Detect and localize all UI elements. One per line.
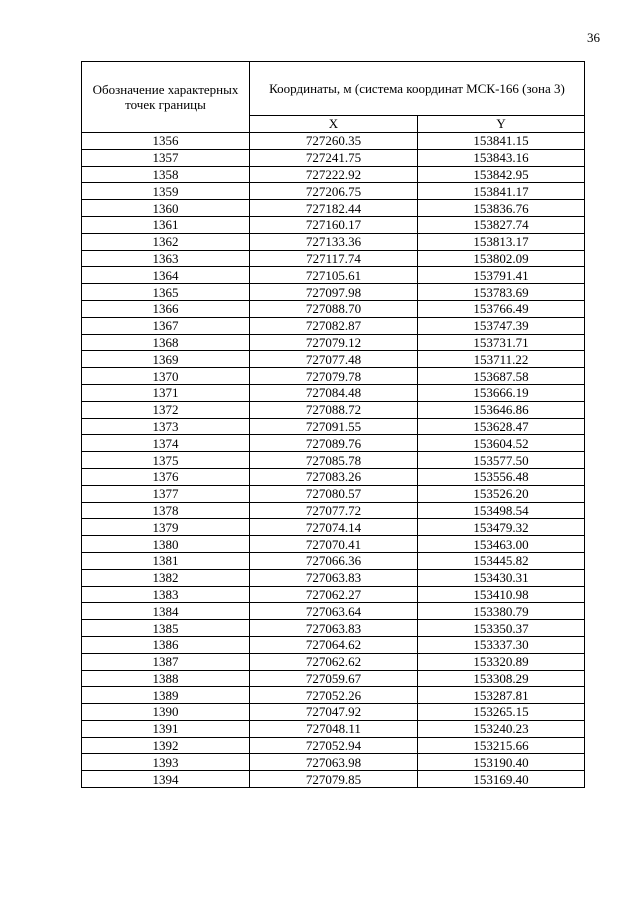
y-coordinate-cell: 153215.66	[418, 737, 585, 754]
point-id-cell: 1394	[82, 771, 250, 788]
table-body	[82, 133, 585, 788]
y-coordinate-cell: 153479.32	[418, 519, 585, 536]
y-coordinate-cell: 153308.29	[418, 670, 585, 687]
point-id-cell: 1365	[82, 284, 250, 301]
table-row	[82, 267, 585, 284]
y-coordinate-cell: 153791.41	[418, 267, 585, 284]
y-coordinate-cell: 153410.98	[418, 586, 585, 603]
point-id-cell: 1383	[82, 586, 250, 603]
x-coordinate-cell: 727077.48	[250, 351, 418, 368]
x-coordinate-cell: 727063.98	[250, 754, 418, 771]
y-coordinate-cell: 153169.40	[418, 771, 585, 788]
table-header	[82, 62, 585, 133]
y-coordinate-cell: 153430.31	[418, 569, 585, 586]
x-coordinate-cell: 727066.36	[250, 552, 418, 569]
y-coordinate-cell: 153687.58	[418, 368, 585, 385]
y-coordinate-cell: 153842.95	[418, 166, 585, 183]
y-coordinate-cell: 153836.76	[418, 200, 585, 217]
x-coordinate-cell: 727105.61	[250, 267, 418, 284]
x-coordinate-cell: 727077.72	[250, 502, 418, 519]
table-row	[82, 183, 585, 200]
x-coordinate-cell: 727074.14	[250, 519, 418, 536]
x-coordinate-cell: 727260.35	[250, 133, 418, 150]
x-coordinate-cell: 727070.41	[250, 536, 418, 553]
table-row	[82, 250, 585, 267]
x-coordinate-cell: 727082.87	[250, 317, 418, 334]
point-id-cell: 1387	[82, 653, 250, 670]
point-id-cell: 1377	[82, 485, 250, 502]
y-coordinate-cell: 153766.49	[418, 300, 585, 317]
table-row	[82, 284, 585, 301]
x-coordinate-cell: 727079.85	[250, 771, 418, 788]
y-coordinate-cell: 153841.17	[418, 183, 585, 200]
table-row	[82, 737, 585, 754]
table-row	[82, 620, 585, 637]
x-coordinate-cell: 727089.76	[250, 435, 418, 452]
x-coordinate-cell: 727133.36	[250, 233, 418, 250]
x-coordinate-cell: 727052.26	[250, 687, 418, 704]
table-row	[82, 452, 585, 469]
y-coordinate-cell: 153190.40	[418, 754, 585, 771]
table-row	[82, 300, 585, 317]
x-coordinate-cell: 727052.94	[250, 737, 418, 754]
page-number: 36	[587, 30, 600, 45]
y-coordinate-cell: 153463.00	[418, 536, 585, 553]
table-row	[82, 435, 585, 452]
x-coordinate-cell: 727088.70	[250, 300, 418, 317]
table-row	[82, 603, 585, 620]
point-id-cell: 1370	[82, 368, 250, 385]
y-coordinate-cell: 153841.15	[418, 133, 585, 150]
point-id-cell: 1390	[82, 704, 250, 721]
y-coordinate-cell: 153380.79	[418, 603, 585, 620]
x-coordinate-cell: 727091.55	[250, 418, 418, 435]
point-id-cell: 1380	[82, 536, 250, 553]
x-coordinate-cell: 727085.78	[250, 452, 418, 469]
table-row	[82, 586, 585, 603]
y-coordinate-cell: 153843.16	[418, 149, 585, 166]
x-coordinate-cell: 727117.74	[250, 250, 418, 267]
point-id-cell: 1361	[82, 216, 250, 233]
point-id-cell: 1366	[82, 300, 250, 317]
table-row	[82, 200, 585, 217]
point-id-cell: 1385	[82, 620, 250, 637]
point-id-cell: 1386	[82, 636, 250, 653]
point-id-cell: 1358	[82, 166, 250, 183]
point-id-cell: 1388	[82, 670, 250, 687]
table-row	[82, 569, 585, 586]
y-coordinate-cell: 153666.19	[418, 384, 585, 401]
table-row	[82, 720, 585, 737]
x-coordinate-cell: 727059.67	[250, 670, 418, 687]
point-id-cell: 1384	[82, 603, 250, 620]
y-coordinate-cell: 153337.30	[418, 636, 585, 653]
x-coordinate-cell: 727084.48	[250, 384, 418, 401]
y-coordinate-cell: 153498.54	[418, 502, 585, 519]
point-designation-header: Обозначение характерных точек границы	[82, 62, 250, 133]
point-id-cell: 1373	[82, 418, 250, 435]
y-coordinate-cell: 153628.47	[418, 418, 585, 435]
x-coordinate-cell: 727080.57	[250, 485, 418, 502]
point-id-cell: 1362	[82, 233, 250, 250]
table-row	[82, 149, 585, 166]
point-id-cell: 1372	[82, 401, 250, 418]
table-row	[82, 502, 585, 519]
point-id-cell: 1379	[82, 519, 250, 536]
point-id-cell: 1392	[82, 737, 250, 754]
point-id-cell: 1364	[82, 267, 250, 284]
y-coordinate-cell: 153827.74	[418, 216, 585, 233]
boundary-coordinates-table	[81, 61, 585, 788]
y-coordinate-cell: 153646.86	[418, 401, 585, 418]
x-coordinate-cell: 727063.64	[250, 603, 418, 620]
table-row	[82, 636, 585, 653]
point-id-cell: 1369	[82, 351, 250, 368]
point-id-cell: 1375	[82, 452, 250, 469]
y-coordinate-cell: 153711.22	[418, 351, 585, 368]
point-id-cell: 1378	[82, 502, 250, 519]
x-coordinate-cell: 727079.12	[250, 334, 418, 351]
point-id-cell: 1360	[82, 200, 250, 217]
y-coordinate-cell: 153731.71	[418, 334, 585, 351]
point-id-cell: 1367	[82, 317, 250, 334]
x-coordinate-cell: 727206.75	[250, 183, 418, 200]
table-row	[82, 687, 585, 704]
point-id-cell: 1393	[82, 754, 250, 771]
table-row	[82, 670, 585, 687]
table-row	[82, 485, 585, 502]
y-coordinate-cell: 153445.82	[418, 552, 585, 569]
x-coordinate-cell: 727048.11	[250, 720, 418, 737]
y-coordinate-cell: 153350.37	[418, 620, 585, 637]
point-id-cell: 1376	[82, 468, 250, 485]
point-id-cell: 1381	[82, 552, 250, 569]
table-row	[82, 519, 585, 536]
table-row	[82, 536, 585, 553]
y-coordinate-cell: 153783.69	[418, 284, 585, 301]
x-coordinate-cell: 727062.62	[250, 653, 418, 670]
x-coordinate-cell: 727241.75	[250, 149, 418, 166]
table-row	[82, 653, 585, 670]
table-row	[82, 233, 585, 250]
point-id-cell: 1374	[82, 435, 250, 452]
table-row	[82, 317, 585, 334]
table-row	[82, 418, 585, 435]
table-row	[82, 384, 585, 401]
x-coordinate-cell: 727079.78	[250, 368, 418, 385]
table-row	[82, 468, 585, 485]
table-row	[82, 351, 585, 368]
table-row	[82, 771, 585, 788]
x-coordinate-cell: 727047.92	[250, 704, 418, 721]
table-row	[82, 334, 585, 351]
y-coordinate-cell: 153556.48	[418, 468, 585, 485]
x-coordinate-cell: 727160.17	[250, 216, 418, 233]
point-id-cell: 1382	[82, 569, 250, 586]
table-row	[82, 754, 585, 771]
x-coordinate-cell: 727097.98	[250, 284, 418, 301]
table-row	[82, 704, 585, 721]
y-coordinate-cell: 153320.89	[418, 653, 585, 670]
y-coordinate-cell: 153802.09	[418, 250, 585, 267]
y-coordinate-cell: 153287.81	[418, 687, 585, 704]
x-coordinate-cell: 727063.83	[250, 569, 418, 586]
y-coordinate-cell: 153813.17	[418, 233, 585, 250]
point-id-cell: 1356	[82, 133, 250, 150]
x-coordinate-cell: 727088.72	[250, 401, 418, 418]
x-coordinate-cell: 727083.26	[250, 468, 418, 485]
table-row	[82, 133, 585, 150]
x-coordinate-cell: 727062.27	[250, 586, 418, 603]
y-coordinate-cell: 153526.20	[418, 485, 585, 502]
point-id-cell: 1391	[82, 720, 250, 737]
x-coordinate-cell: 727063.83	[250, 620, 418, 637]
x-coordinate-cell: 727222.92	[250, 166, 418, 183]
point-id-cell: 1359	[82, 183, 250, 200]
y-coordinate-cell: 153240.23	[418, 720, 585, 737]
y-coordinate-cell: 153265.15	[418, 704, 585, 721]
y-column-header: Y	[418, 116, 585, 133]
y-coordinate-cell: 153604.52	[418, 435, 585, 452]
x-coordinate-cell: 727064.62	[250, 636, 418, 653]
table-row	[82, 216, 585, 233]
point-id-cell: 1368	[82, 334, 250, 351]
point-id-cell: 1363	[82, 250, 250, 267]
table-row	[82, 368, 585, 385]
table-row	[82, 401, 585, 418]
point-id-cell: 1371	[82, 384, 250, 401]
y-coordinate-cell: 153747.39	[418, 317, 585, 334]
coordinates-header: Координаты, м (система координат МСК-166 (зона 3)	[250, 62, 585, 116]
table-row	[82, 552, 585, 569]
x-coordinate-cell: 727182.44	[250, 200, 418, 217]
point-id-cell: 1357	[82, 149, 250, 166]
point-id-cell: 1389	[82, 687, 250, 704]
x-column-header: X	[250, 116, 418, 133]
table-row	[82, 166, 585, 183]
y-coordinate-cell: 153577.50	[418, 452, 585, 469]
